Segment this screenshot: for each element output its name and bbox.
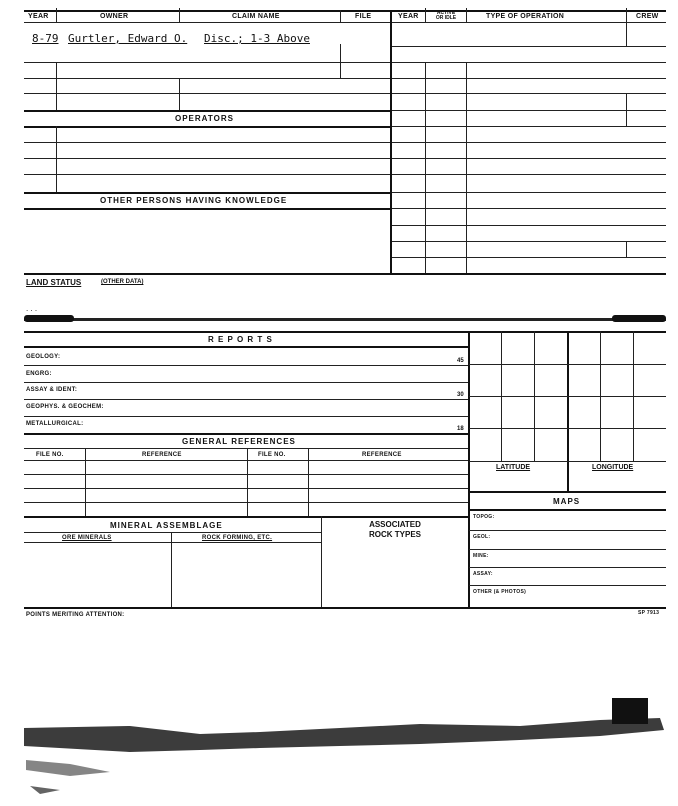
points-meriting-attention: POINTS MERITING ATTENTION: bbox=[26, 612, 125, 618]
land-status-title: LAND STATUS bbox=[26, 278, 82, 287]
report-metallurgical: METALLURGICAL: bbox=[26, 421, 84, 427]
mineral-assemblage-title: MINERAL ASSEMBLAGE bbox=[110, 521, 223, 530]
form-code: SP 7913 bbox=[638, 610, 660, 616]
rock-forming-label: ROCK FORMING, ETC. bbox=[202, 535, 273, 541]
report-geology-num: 45 bbox=[457, 358, 464, 364]
header-claim-name: CLAIM NAME bbox=[232, 13, 280, 20]
land-status-subtitle: (OTHER DATA) bbox=[101, 279, 144, 285]
report-geophys: GEOPHYS. & GEOCHEM: bbox=[26, 404, 104, 410]
smudge-left bbox=[24, 315, 74, 322]
report-assay-num: 30 bbox=[457, 392, 464, 398]
header-type-of-operation: TYPE OF OPERATION bbox=[486, 13, 565, 20]
smudge-right bbox=[612, 315, 666, 322]
header-file: FILE bbox=[355, 13, 372, 20]
header-owner: OWNER bbox=[100, 13, 129, 20]
entry-year: 8-79 bbox=[32, 32, 59, 45]
gr-file-no-1: FILE NO. bbox=[36, 452, 64, 458]
report-assay: ASSAY & IDENT: bbox=[26, 387, 78, 393]
maps-mine: MINE: bbox=[473, 553, 489, 559]
latitude-label: LATITUDE bbox=[496, 464, 531, 471]
reports-title: R E P O R T S bbox=[208, 335, 273, 344]
entry-claim-name: Disc.; 1-3 Above bbox=[204, 32, 310, 45]
general-references-title: GENERAL REFERENCES bbox=[182, 437, 296, 446]
gr-reference-1: REFERENCE bbox=[142, 452, 182, 458]
maps-topog: TOPOG: bbox=[473, 514, 495, 520]
header-year: YEAR bbox=[28, 13, 49, 20]
entry-owner: Gurtler, Edward O. bbox=[68, 32, 188, 45]
smudge-divider bbox=[24, 318, 666, 321]
other-persons-title: OTHER PERSONS HAVING KNOWLEDGE bbox=[100, 196, 288, 205]
stray-dots: . . . bbox=[26, 304, 38, 313]
associated-rock-types: ASSOCIATED ROCK TYPES bbox=[368, 520, 421, 539]
header-crew: CREW bbox=[636, 13, 659, 20]
maps-title: MAPS bbox=[553, 497, 581, 506]
longitude-label: LONGITUDE bbox=[592, 464, 634, 471]
ore-minerals-label: ORE MINERALS bbox=[62, 535, 112, 541]
header-year-2: YEAR bbox=[398, 13, 419, 20]
report-geology: GEOLOGY: bbox=[26, 354, 61, 360]
report-metallurgical-num: 18 bbox=[457, 426, 464, 432]
maps-other-photos: OTHER (& PHOTOS) bbox=[473, 589, 527, 595]
maps-assay: ASSAY: bbox=[473, 571, 493, 577]
maps-geol: GEOL: bbox=[473, 534, 491, 540]
header-active-or-idle: ACTIVE OR IDLE bbox=[435, 10, 457, 21]
gr-file-no-2: FILE NO. bbox=[258, 452, 286, 458]
report-engrg: ENGRG: bbox=[26, 371, 52, 377]
gr-reference-2: REFERENCE bbox=[362, 452, 402, 458]
scan-smudge bbox=[0, 690, 678, 806]
operators-title: OPERATORS bbox=[175, 114, 234, 123]
